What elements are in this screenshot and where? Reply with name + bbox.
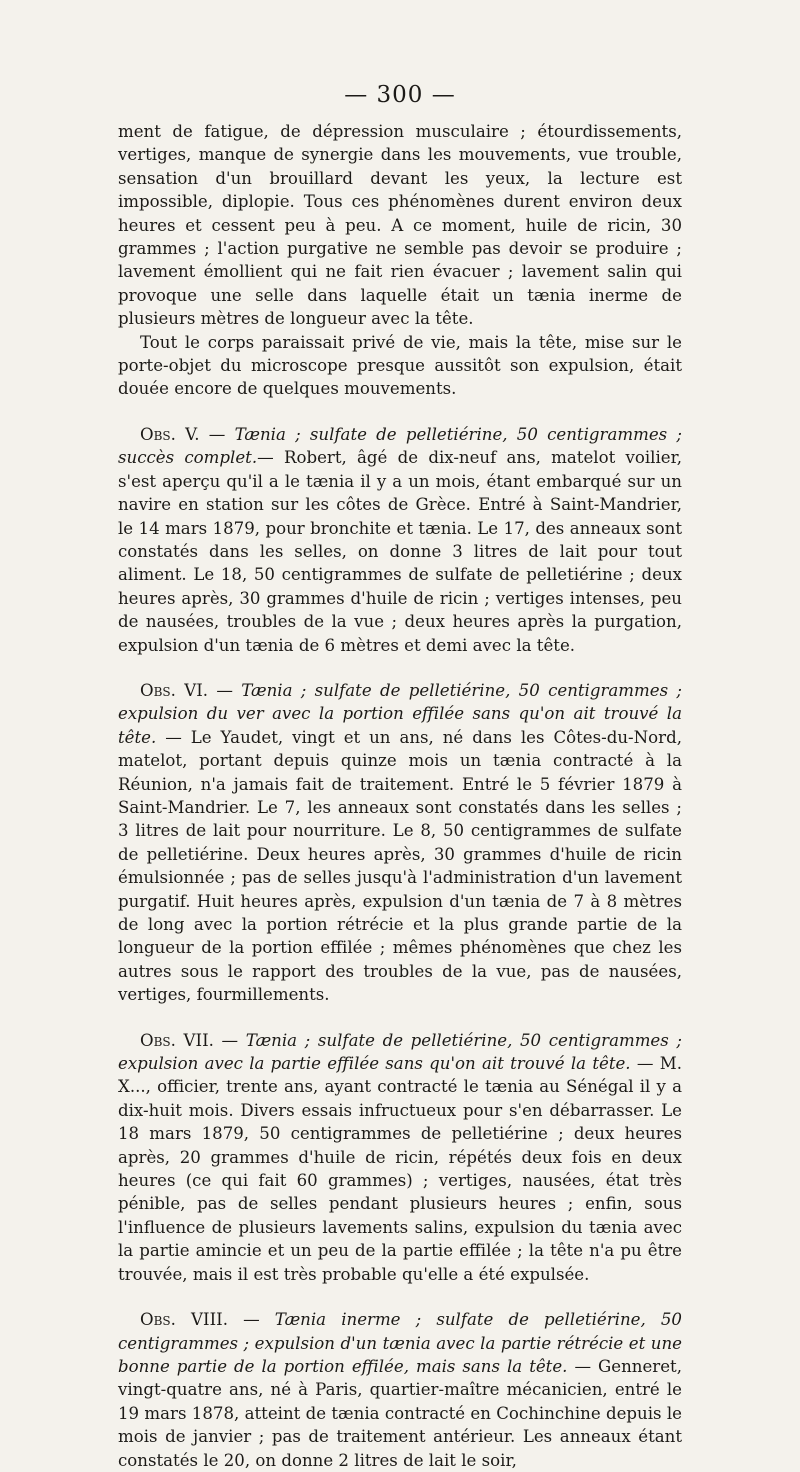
observation-label: Obs. V. — [140, 424, 200, 444]
observation-v — [118, 423, 682, 657]
observation-label: Obs. VII. — [140, 1030, 214, 1050]
observation-body: — Genneret, vingt-quatre ans, né à Paris, quartier-maître mécanicien, entré le 19 mars 1878, atteint de tænia contracté en Cochinchine depuis le mois de janvier ; pas de traitement antérieur. Les anneaux étant constatés le 20, on donne 2 litres de lait le soir, — [118, 1356, 682, 1470]
observation-heading: — Tænia ; sulfate de pelletiérine, 50 centigrammes ; expulsion avec la partie effilée sans qu'on ait trouvé la tête. — [118, 1030, 682, 1074]
observation-heading: — Tænia ; sulfate de pelletiérine, 50 centigrammes ; expulsion du ver avec la portion effilée sans qu'on ait trouvé la tête. — [118, 680, 682, 747]
observation-label: Obs. VI. — [140, 680, 209, 700]
observation-label: Obs. VIII. — [140, 1310, 228, 1330]
observation-body: — M. X..., officier, trente ans, ayant contracté le tænia au Sénégal il y a dix-huit mois. Divers essais infructueux pour s'en débarrasser. Le 18 mars 1879, 50 centigrammes de pelletiérine ; deux heures après, 20 grammes d'huile de ricin, répétés deux fois en deux heures (ce qui fait 60 grammes) ; vertiges, nausées, état très pénible, pas de selles pendant plusieurs heures ; enfin, sous l'influence de plusieurs lavements salins, expulsion du tænia avec la partie amincie et un peu de la partie effilée ; la tête n'a pu être trouvée, mais il est très probable qu'elle a été expulsée. — [118, 1054, 682, 1284]
paragraph-continuation: ment de fatigue, de dépression musculaire ; étourdissements, vertiges, manque de synergie dans les mouvements, vue trouble, sensation d'un brouillard devant les yeux, la lecture est impossible, diplopie. Tous ces phénomènes durent environ deux heures et cessent peu à peu. A ce moment, huile de ricin, 30 grammes ; l'action purgative ne semble pas devoir se produire ; lavement émollient qui ne fait rien évacuer ; lavement salin qui provoque une selle dans laquelle était un tænia inerme de plusieurs mètres de longueur avec la tête. — [118, 122, 682, 329]
page-number: — 300 — — [344, 82, 456, 108]
observation-body: — Le Yaudet, vingt et un ans, né dans les Côtes-du-Nord, matelot, portant depuis quinze mois un tænia contracté à la Réunion, n'a jamais fait de traitement. Entré le 5 février 1879 à Saint-Mandrier. Le 7, les anneaux sont constatés dans les selles ; 3 litres de lait pour nourriture. Le 8, 50 centigrammes de sulfate de pelletiérine. Deux heures après, 30 grammes d'huile de ricin émulsionnée ; pas de selles jusqu'à l'administration d'un lavement purgatif. Huit heures après, expulsion d'un tænia de 7 à 8 mètres de long avec la portion rétrécie et la plus grande partie de la longueur de la portion effilée ; mêmes phénomènes que chez les autres sous le rapport des troubles de la vue, pas de nausées, vertiges, fourmillements. — [118, 727, 682, 1005]
observation-body: — Robert, âgé de dix-neuf ans, matelot voilier, s'est aperçu qu'il a le tænia il y a un mois, étant embarqué sur un navire en station sur les côtes de Grèce. Entré à Saint-Mandrier, le 14 mars 1879, pour bronchite et tænia. Le 17, des anneaux sont constatés dans les selles, on donne 3 litres de lait pour tout aliment. Le 18, 50 centigrammes de sulfate de pelletiérine ; deux heures après, 30 grammes d'huile de ricin ; vertiges intenses, peu de nausées, troubles de la vue ; deux heures après la purgation, expulsion d'un tænia de 6 mètres et demi avec la tête. — [118, 448, 682, 655]
observation-heading: — Tænia inerme ; sulfate de pelletiérine, 50 centigrammes ; expulsion d'un tænia avec la partie rétrécie et une bonne partie de la portion effilée, mais sans la tête. — [118, 1310, 682, 1376]
observation-vi — [118, 679, 682, 1007]
observation-heading: — Tænia ; sulfate de pelletiérine, 50 centigrammes ; succès complet. — [118, 424, 682, 468]
observation-vii — [118, 1029, 682, 1286]
paragraph-body: Tout le corps paraissait privé de vie, mais la tête, mise sur le porte-objet du microscope presque aussitôt son expulsion, était douée encore de quelques mouvements. — [118, 332, 682, 399]
observation-viii — [118, 1308, 682, 1472]
